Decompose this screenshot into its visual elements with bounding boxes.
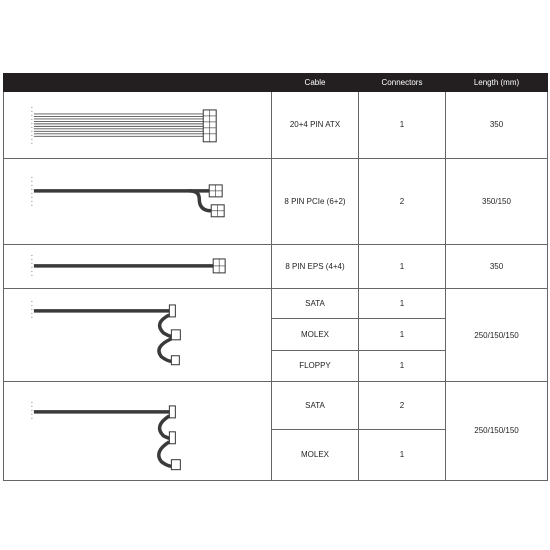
sata-molex-image-cell	[4, 381, 272, 480]
row-sata-group-length: 250/150/150	[446, 289, 548, 382]
row-atx-cable: 20+4 PIN ATX	[272, 92, 359, 159]
eps-8pin-cable-icon	[4, 245, 271, 288]
row-sata-cable: SATA	[272, 289, 359, 319]
header-row	[4, 74, 548, 92]
table-row	[4, 289, 548, 319]
table-row	[4, 158, 548, 245]
row-eps-cable: 8 PIN EPS (4+4)	[272, 245, 359, 289]
row-pcie-length: 350/150	[446, 158, 548, 245]
sata-molex-floppy-cable-icon	[4, 289, 271, 381]
sata-molex-floppy-image-cell	[4, 289, 272, 382]
row-pcie-cable: 8 PIN PCIe (6+2)	[272, 158, 359, 245]
row-molex-connectors: 1	[359, 430, 446, 480]
row-atx-length: 350	[446, 92, 548, 159]
sata-molex-cable-icon	[4, 382, 271, 480]
header-connectors: Connectors	[359, 74, 446, 92]
table-row	[4, 381, 548, 429]
row-floppy-cable: FLOPPY	[272, 350, 359, 381]
row-eps-connectors: 1	[359, 245, 446, 289]
table-row	[4, 92, 548, 159]
row-sata-molex-length: 250/150/150	[446, 381, 548, 480]
header-cable: Cable	[272, 74, 359, 92]
eps-cable-image-cell	[4, 245, 272, 289]
row-sata-cable: SATA	[272, 381, 359, 429]
atx-24pin-cable-icon	[4, 92, 271, 158]
row-sata-connectors: 2	[359, 381, 446, 429]
atx-cable-image-cell	[4, 92, 272, 159]
row-eps-length: 350	[446, 245, 548, 289]
row-floppy-connectors: 1	[359, 350, 446, 381]
header-length: Length (mm)	[446, 74, 548, 92]
pcie-8pin-cable-icon	[4, 159, 271, 245]
row-molex-cable: MOLEX	[272, 430, 359, 480]
row-molex-cable: MOLEX	[272, 319, 359, 350]
row-molex-connectors: 1	[359, 319, 446, 350]
table-row	[4, 245, 548, 289]
cable-spec-table	[3, 73, 547, 478]
row-atx-connectors: 1	[359, 92, 446, 159]
row-sata-connectors: 1	[359, 289, 446, 319]
header-image	[4, 74, 272, 92]
pcie-cable-image-cell	[4, 158, 272, 245]
row-pcie-connectors: 2	[359, 158, 446, 245]
